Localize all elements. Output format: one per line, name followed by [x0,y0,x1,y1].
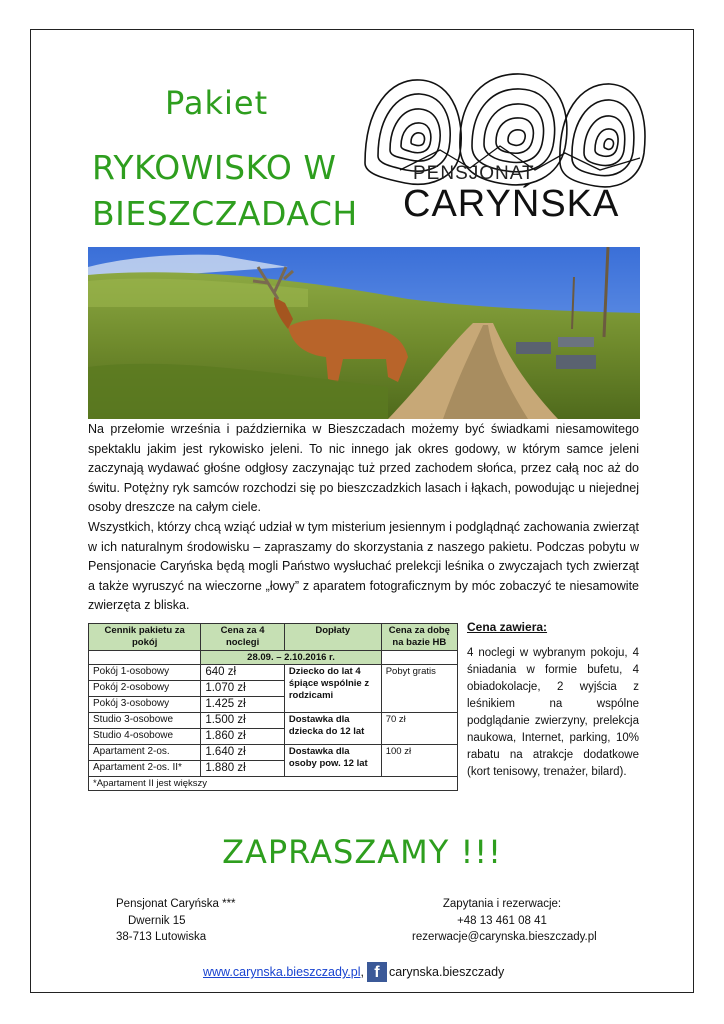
room-name: Pokój 3-osobowy [89,697,201,713]
room-price: 1.070 zł [201,681,284,697]
table-row [89,713,458,729]
contact-reservations [412,896,597,946]
room-price: 1.860 zł [201,729,284,745]
facebook-handle[interactable]: carynska.bieszczady [388,965,505,979]
supplement-value: 70 zł [381,713,457,745]
deer-meadow-photo [88,247,640,419]
main-title [92,145,358,237]
intro-paragraph-2: Wszystkich, którzy chcą wziąć udział w tym misterium jesiennym i podglądnąć zachowania zwierząt w ich naturalnym środowisku – zapraszamy do skorzystania z naszego pakietu. Podczas pobytu w Pensjonacie Caryńska będą mogli Państwo wysłuchać prelekcji leśnika o zwyczajach tych zwierząt a także wyruszyć na wieczorne „łowy” z aparatem fotograficznym by móc zobaczyć te niesamowite zwierzęta z bliska. [88,520,639,613]
header-cena-hb: Cena za dobę na bazie HB [381,624,457,651]
email-address[interactable]: rezerwacje@carynska.bieszczady.pl [412,931,597,943]
reservations-label: Zapytania i rezerwacje: [442,898,562,910]
table-row [89,665,458,681]
room-name: Studio 4-osobowe [89,729,201,745]
logo-carynska-text: CARYŃSKA [403,183,620,225]
website-link[interactable]: www.carynska.bieszczady.pl [203,965,361,979]
includes-text: 4 noclegi w wybranym pokoju, 4 śniadania w formie bufetu, 4 obiadokolacje, 2 wyjścia z leśnikiem na wspólne podglądanie zwierzyny, prelekcja naukowa, Internet, parking, 10% rabatu na atrakcje dodatkowe (kort tenisowy, trenażer, bilard). [467,647,639,778]
room-name: Pokój 2-osobowy [89,681,201,697]
contact-address [116,896,236,946]
cta-zapraszamy: ZAPRASZAMY !!! [222,833,502,871]
address-line-3: 38-713 Lutowiska [116,931,207,943]
facebook-icon: f [367,962,387,982]
intro-paragraph-1: Na przełomie września i października w Bieszczadach możemy być świadkami niesamowitego spektaklu jakim jest rykowisko jeleni. To nic innego jak okres godowy, w którym samce jeleni zaczynają wydawać głośne odgłosy zaczynając tuż przed zachodem słońca, przez całą noc aż do świtu. Potężny ryk samców rozchodzi się po bieszczadzkich lasach i łąkach, powodując u niejednej osoby dreszcze na całym ciele. [88,422,639,515]
supplement-value: 100 zł [381,745,457,777]
supplement-label: Dostawka dla osoby pow. 12 lat [284,745,381,777]
price-table [88,623,458,791]
room-name: Pokój 1-osobowy [89,665,201,681]
price-table-header-row [89,624,458,651]
pakiet-label: Pakiet [165,84,269,122]
supplement-label: Dziecko do lat 4 śpiące wspólnie z rodzicami [284,665,381,713]
logo-pensjonat-text: PENSJONAT [413,163,535,184]
includes-heading: Cena zawiera: [467,620,548,634]
header-cennik: Cennik pakietu za pokój [89,624,201,651]
room-price: 1.880 zł [201,761,284,777]
room-price: 1.640 zł [201,745,284,761]
phone-number: +48 13 461 08 41 [457,914,547,927]
footnote-row [89,777,458,791]
header-doplaty: Dopłaty [284,624,381,651]
footer-separator: , [360,965,364,979]
header-cena-4-noclegi: Cena za 4 noclegi [201,624,284,651]
footer-links [203,962,504,982]
room-price: 1.500 zł [201,713,284,729]
table-row [89,745,458,761]
address-line-1: Pensjonat Caryńska *** [116,898,236,910]
room-price: 1.425 zł [201,697,284,713]
supplement-label: Dostawka dla dziecka do 12 lat [284,713,381,745]
title-line-1: RYKOWISKO W [92,148,337,187]
title-line-2: BIESZCZADACH [92,194,358,233]
room-name: Apartament 2-os. II* [89,761,201,777]
date-row [89,651,458,665]
table-footnote: *Apartament II jest większy [89,777,458,791]
date-range: 28.09. – 2.10.2016 r. [201,651,381,665]
room-name: Apartament 2-os. [89,745,201,761]
room-price: 640 zł [201,665,284,681]
room-name: Studio 3-osobowe [89,713,201,729]
address-line-2: Dwernik 15 [128,914,186,927]
supplement-value: Pobyt gratis [381,665,457,713]
